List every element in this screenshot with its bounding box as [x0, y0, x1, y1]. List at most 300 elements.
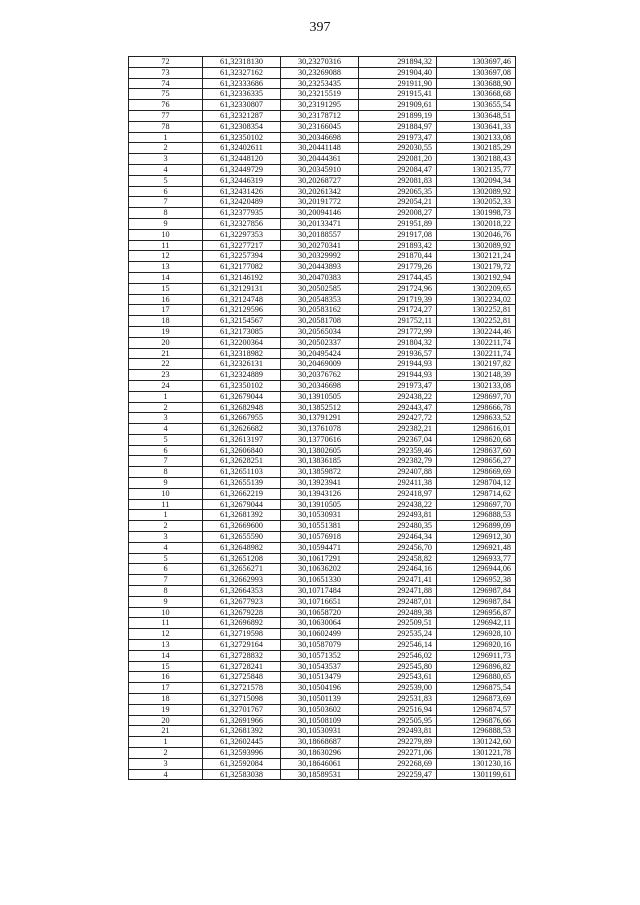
longitude-cell: 30,20443893 — [281, 262, 359, 273]
x-coordinate-cell: 292531,83 — [359, 694, 437, 705]
longitude-cell: 30,20502585 — [281, 283, 359, 294]
point-number-cell: 2 — [129, 748, 203, 759]
table-row — [129, 229, 516, 240]
table-row — [129, 143, 516, 154]
x-coordinate-cell: 292054,21 — [359, 197, 437, 208]
point-number-cell: 3 — [129, 532, 203, 543]
latitude-cell: 61,32318982 — [203, 348, 281, 359]
point-number-cell: 76 — [129, 100, 203, 111]
y-coordinate-cell: 1296942,11 — [437, 618, 516, 629]
longitude-cell: 30,20581708 — [281, 316, 359, 327]
longitude-cell: 30,23270316 — [281, 57, 359, 68]
table-row — [129, 197, 516, 208]
latitude-cell: 61,32177082 — [203, 262, 281, 273]
x-coordinate-cell: 292489,38 — [359, 607, 437, 618]
y-coordinate-cell: 1302192,94 — [437, 272, 516, 283]
table-row — [129, 661, 516, 672]
x-coordinate-cell: 292543,61 — [359, 672, 437, 683]
table-row — [129, 57, 516, 68]
point-number-cell: 6 — [129, 564, 203, 575]
y-coordinate-cell: 1298666,78 — [437, 402, 516, 413]
point-number-cell: 10 — [129, 607, 203, 618]
y-coordinate-cell: 1302094,34 — [437, 175, 516, 186]
longitude-cell: 30,10658720 — [281, 607, 359, 618]
x-coordinate-cell: 292407,88 — [359, 467, 437, 478]
x-coordinate-cell: 292382,79 — [359, 456, 437, 467]
table-row — [129, 337, 516, 348]
longitude-cell: 30,20345910 — [281, 164, 359, 175]
point-number-cell: 20 — [129, 715, 203, 726]
longitude-cell: 30,13836185 — [281, 456, 359, 467]
point-number-cell: 3 — [129, 758, 203, 769]
x-coordinate-cell: 292546,02 — [359, 650, 437, 661]
latitude-cell: 61,32277217 — [203, 240, 281, 251]
point-number-cell: 4 — [129, 164, 203, 175]
longitude-cell: 30,13852512 — [281, 402, 359, 413]
table-row — [129, 488, 516, 499]
table-row — [129, 510, 516, 521]
y-coordinate-cell: 1303697,08 — [437, 67, 516, 78]
longitude-cell: 30,10501139 — [281, 694, 359, 705]
point-number-cell: 74 — [129, 78, 203, 89]
table-row — [129, 154, 516, 165]
latitude-cell: 61,32592084 — [203, 758, 281, 769]
x-coordinate-cell: 292509,51 — [359, 618, 437, 629]
y-coordinate-cell: 1302133,08 — [437, 380, 516, 391]
longitude-cell: 30,10530931 — [281, 726, 359, 737]
longitude-cell: 30,10513479 — [281, 672, 359, 683]
point-number-cell: 1 — [129, 391, 203, 402]
longitude-cell: 30,20376762 — [281, 370, 359, 381]
table-row — [129, 737, 516, 748]
latitude-cell: 61,32146192 — [203, 272, 281, 283]
y-coordinate-cell: 1302148,39 — [437, 370, 516, 381]
table-row — [129, 251, 516, 262]
point-number-cell: 21 — [129, 726, 203, 737]
longitude-cell: 30,10587079 — [281, 640, 359, 651]
latitude-cell: 61,32725848 — [203, 672, 281, 683]
y-coordinate-cell: 1302244,46 — [437, 326, 516, 337]
table-row — [129, 89, 516, 100]
latitude-cell: 61,32593996 — [203, 748, 281, 759]
table-row — [129, 758, 516, 769]
latitude-cell: 61,32677923 — [203, 596, 281, 607]
latitude-cell: 61,32679228 — [203, 607, 281, 618]
x-coordinate-cell: 292545,80 — [359, 661, 437, 672]
longitude-cell: 30,13859872 — [281, 467, 359, 478]
x-coordinate-cell: 292438,22 — [359, 499, 437, 510]
y-coordinate-cell: 1298697,70 — [437, 391, 516, 402]
longitude-cell: 30,10651330 — [281, 575, 359, 586]
table-row — [129, 413, 516, 424]
x-coordinate-cell: 292084,47 — [359, 164, 437, 175]
point-number-cell: 7 — [129, 456, 203, 467]
table-row — [129, 683, 516, 694]
longitude-cell: 30,13910505 — [281, 391, 359, 402]
latitude-cell: 61,32651208 — [203, 553, 281, 564]
point-number-cell: 1 — [129, 510, 203, 521]
table-row — [129, 424, 516, 435]
point-number-cell: 23 — [129, 370, 203, 381]
x-coordinate-cell: 292382,21 — [359, 424, 437, 435]
y-coordinate-cell: 1298669,69 — [437, 467, 516, 478]
longitude-cell: 30,20329992 — [281, 251, 359, 262]
table-row — [129, 218, 516, 229]
latitude-cell: 61,32656271 — [203, 564, 281, 575]
latitude-cell: 61,32318130 — [203, 57, 281, 68]
x-coordinate-cell: 291944,93 — [359, 370, 437, 381]
latitude-cell: 61,32719598 — [203, 629, 281, 640]
latitude-cell: 61,32667955 — [203, 413, 281, 424]
x-coordinate-cell: 291915,41 — [359, 89, 437, 100]
latitude-cell: 61,32333686 — [203, 78, 281, 89]
y-coordinate-cell: 1303648,51 — [437, 110, 516, 121]
table-row — [129, 650, 516, 661]
x-coordinate-cell: 291911,90 — [359, 78, 437, 89]
table-row — [129, 175, 516, 186]
point-number-cell: 10 — [129, 229, 203, 240]
latitude-cell: 61,32173085 — [203, 326, 281, 337]
longitude-cell: 30,10602499 — [281, 629, 359, 640]
y-coordinate-cell: 1302135,77 — [437, 164, 516, 175]
x-coordinate-cell: 292427,72 — [359, 413, 437, 424]
x-coordinate-cell: 291772,99 — [359, 326, 437, 337]
latitude-cell: 61,32321287 — [203, 110, 281, 121]
coordinates-table — [128, 56, 516, 780]
x-coordinate-cell: 292411,38 — [359, 478, 437, 489]
y-coordinate-cell: 1298656,27 — [437, 456, 516, 467]
longitude-cell: 30,10508109 — [281, 715, 359, 726]
y-coordinate-cell: 1303688,90 — [437, 78, 516, 89]
x-coordinate-cell: 291973,47 — [359, 132, 437, 143]
latitude-cell: 61,32200364 — [203, 337, 281, 348]
longitude-cell: 30,23166045 — [281, 121, 359, 132]
point-number-cell: 2 — [129, 521, 203, 532]
y-coordinate-cell: 1302252,81 — [437, 316, 516, 327]
table-row — [129, 305, 516, 316]
x-coordinate-cell: 291951,89 — [359, 218, 437, 229]
longitude-cell: 30,13923941 — [281, 478, 359, 489]
longitude-cell: 30,20346698 — [281, 380, 359, 391]
latitude-cell: 61,32420489 — [203, 197, 281, 208]
x-coordinate-cell: 292418,97 — [359, 488, 437, 499]
x-coordinate-cell: 291973,47 — [359, 380, 437, 391]
point-number-cell: 9 — [129, 478, 203, 489]
latitude-cell: 61,32648982 — [203, 542, 281, 553]
x-coordinate-cell: 292443,47 — [359, 402, 437, 413]
point-number-cell: 7 — [129, 575, 203, 586]
longitude-cell: 30,20583162 — [281, 305, 359, 316]
y-coordinate-cell: 1302089,92 — [437, 186, 516, 197]
point-number-cell: 8 — [129, 208, 203, 219]
latitude-cell: 61,32402611 — [203, 143, 281, 154]
x-coordinate-cell: 292487,01 — [359, 596, 437, 607]
table-row — [129, 499, 516, 510]
point-number-cell: 16 — [129, 294, 203, 305]
longitude-cell: 30,23253435 — [281, 78, 359, 89]
latitude-cell: 61,32327856 — [203, 218, 281, 229]
table-row — [129, 370, 516, 381]
latitude-cell: 61,32696892 — [203, 618, 281, 629]
table-row — [129, 640, 516, 651]
point-number-cell: 78 — [129, 121, 203, 132]
y-coordinate-cell: 1302046,76 — [437, 229, 516, 240]
table-row — [129, 391, 516, 402]
x-coordinate-cell: 292493,81 — [359, 726, 437, 737]
x-coordinate-cell: 292030,55 — [359, 143, 437, 154]
latitude-cell: 61,32651103 — [203, 467, 281, 478]
latitude-cell: 61,32626682 — [203, 424, 281, 435]
point-number-cell: 18 — [129, 316, 203, 327]
longitude-cell: 30,10630064 — [281, 618, 359, 629]
longitude-cell: 30,20270341 — [281, 240, 359, 251]
y-coordinate-cell: 1296933,77 — [437, 553, 516, 564]
point-number-cell: 6 — [129, 186, 203, 197]
y-coordinate-cell: 1302197,82 — [437, 359, 516, 370]
point-number-cell: 13 — [129, 640, 203, 651]
latitude-cell: 61,32446319 — [203, 175, 281, 186]
table-row — [129, 240, 516, 251]
longitude-cell: 30,20261342 — [281, 186, 359, 197]
longitude-cell: 30,20441148 — [281, 143, 359, 154]
point-number-cell: 24 — [129, 380, 203, 391]
x-coordinate-cell: 292505,95 — [359, 715, 437, 726]
table-row — [129, 100, 516, 111]
x-coordinate-cell: 291870,44 — [359, 251, 437, 262]
latitude-cell: 61,32257394 — [203, 251, 281, 262]
latitude-cell: 61,32350102 — [203, 132, 281, 143]
latitude-cell: 61,32377935 — [203, 208, 281, 219]
latitude-cell: 61,32679044 — [203, 391, 281, 402]
y-coordinate-cell: 1296912,30 — [437, 532, 516, 543]
longitude-cell: 30,10503602 — [281, 704, 359, 715]
table-row — [129, 596, 516, 607]
y-coordinate-cell: 1302185,29 — [437, 143, 516, 154]
table-row — [129, 272, 516, 283]
y-coordinate-cell: 1296896,82 — [437, 661, 516, 672]
x-coordinate-cell: 291744,45 — [359, 272, 437, 283]
y-coordinate-cell: 1296952,38 — [437, 575, 516, 586]
longitude-cell: 30,20346698 — [281, 132, 359, 143]
y-coordinate-cell: 1301998,73 — [437, 208, 516, 219]
y-coordinate-cell: 1296888,53 — [437, 510, 516, 521]
table-row — [129, 434, 516, 445]
latitude-cell: 61,32124748 — [203, 294, 281, 305]
x-coordinate-cell: 292471,88 — [359, 586, 437, 597]
longitude-cell: 30,10530931 — [281, 510, 359, 521]
x-coordinate-cell: 292268,69 — [359, 758, 437, 769]
x-coordinate-cell: 291944,93 — [359, 359, 437, 370]
longitude-cell: 30,10716651 — [281, 596, 359, 607]
longitude-cell: 30,20565034 — [281, 326, 359, 337]
y-coordinate-cell: 1296911,73 — [437, 650, 516, 661]
x-coordinate-cell: 292535,24 — [359, 629, 437, 640]
longitude-cell: 30,10576918 — [281, 532, 359, 543]
latitude-cell: 61,32682948 — [203, 402, 281, 413]
latitude-cell: 61,32350102 — [203, 380, 281, 391]
point-number-cell: 2 — [129, 402, 203, 413]
x-coordinate-cell: 292546,14 — [359, 640, 437, 651]
y-coordinate-cell: 1302089,92 — [437, 240, 516, 251]
x-coordinate-cell: 291936,57 — [359, 348, 437, 359]
coordinates-table-body — [129, 57, 516, 780]
longitude-cell: 30,13761078 — [281, 424, 359, 435]
longitude-cell: 30,20469009 — [281, 359, 359, 370]
table-row — [129, 726, 516, 737]
table-row — [129, 564, 516, 575]
x-coordinate-cell: 292456,70 — [359, 542, 437, 553]
latitude-cell: 61,32449729 — [203, 164, 281, 175]
y-coordinate-cell: 1302209,65 — [437, 283, 516, 294]
x-coordinate-cell: 292081,83 — [359, 175, 437, 186]
longitude-cell: 30,23269088 — [281, 67, 359, 78]
latitude-cell: 61,32729164 — [203, 640, 281, 651]
y-coordinate-cell: 1296921,48 — [437, 542, 516, 553]
table-row — [129, 67, 516, 78]
latitude-cell: 61,32728832 — [203, 650, 281, 661]
x-coordinate-cell: 292008,27 — [359, 208, 437, 219]
point-number-cell: 3 — [129, 413, 203, 424]
x-coordinate-cell: 291779,26 — [359, 262, 437, 273]
table-row — [129, 359, 516, 370]
table-row — [129, 532, 516, 543]
y-coordinate-cell: 1303655,54 — [437, 100, 516, 111]
longitude-cell: 30,20268727 — [281, 175, 359, 186]
table-row — [129, 553, 516, 564]
point-number-cell: 17 — [129, 683, 203, 694]
point-number-cell: 4 — [129, 542, 203, 553]
point-number-cell: 77 — [129, 110, 203, 121]
longitude-cell: 30,13770616 — [281, 434, 359, 445]
point-number-cell: 15 — [129, 283, 203, 294]
x-coordinate-cell: 291752,11 — [359, 316, 437, 327]
latitude-cell: 61,32327162 — [203, 67, 281, 78]
y-coordinate-cell: 1298620,68 — [437, 434, 516, 445]
point-number-cell: 8 — [129, 467, 203, 478]
point-number-cell: 73 — [129, 67, 203, 78]
latitude-cell: 61,32681392 — [203, 726, 281, 737]
point-number-cell: 9 — [129, 596, 203, 607]
table-row — [129, 769, 516, 780]
latitude-cell: 61,32129596 — [203, 305, 281, 316]
point-number-cell: 14 — [129, 650, 203, 661]
point-number-cell: 7 — [129, 197, 203, 208]
point-number-cell: 3 — [129, 154, 203, 165]
table-row — [129, 283, 516, 294]
table-row — [129, 704, 516, 715]
x-coordinate-cell: 292259,47 — [359, 769, 437, 780]
x-coordinate-cell: 291719,39 — [359, 294, 437, 305]
point-number-cell: 4 — [129, 769, 203, 780]
y-coordinate-cell: 1302052,33 — [437, 197, 516, 208]
x-coordinate-cell: 291893,42 — [359, 240, 437, 251]
y-coordinate-cell: 1302188,43 — [437, 154, 516, 165]
table-row — [129, 121, 516, 132]
y-coordinate-cell: 1302018,22 — [437, 218, 516, 229]
table-row — [129, 629, 516, 640]
y-coordinate-cell: 1296899,09 — [437, 521, 516, 532]
point-number-cell: 9 — [129, 218, 203, 229]
longitude-cell: 30,20191772 — [281, 197, 359, 208]
table-row — [129, 132, 516, 143]
y-coordinate-cell: 1302211,74 — [437, 348, 516, 359]
longitude-cell: 30,10571352 — [281, 650, 359, 661]
table-row — [129, 586, 516, 597]
table-row — [129, 208, 516, 219]
latitude-cell: 61,32728241 — [203, 661, 281, 672]
point-number-cell: 15 — [129, 661, 203, 672]
longitude-cell: 30,10551381 — [281, 521, 359, 532]
longitude-cell: 30,23215519 — [281, 89, 359, 100]
latitude-cell: 61,32448120 — [203, 154, 281, 165]
latitude-cell: 61,32691966 — [203, 715, 281, 726]
point-number-cell: 12 — [129, 251, 203, 262]
point-number-cell: 6 — [129, 445, 203, 456]
y-coordinate-cell: 1302179,72 — [437, 262, 516, 273]
y-coordinate-cell: 1296987,84 — [437, 596, 516, 607]
latitude-cell: 61,32662219 — [203, 488, 281, 499]
table-row — [129, 294, 516, 305]
point-number-cell: 11 — [129, 499, 203, 510]
longitude-cell: 30,18589531 — [281, 769, 359, 780]
x-coordinate-cell: 292367,04 — [359, 434, 437, 445]
y-coordinate-cell: 1303668,68 — [437, 89, 516, 100]
x-coordinate-cell: 291884,97 — [359, 121, 437, 132]
point-number-cell: 8 — [129, 586, 203, 597]
latitude-cell: 61,32655590 — [203, 532, 281, 543]
longitude-cell: 30,23178712 — [281, 110, 359, 121]
table-row — [129, 380, 516, 391]
point-number-cell: 14 — [129, 272, 203, 283]
longitude-cell: 30,13943126 — [281, 488, 359, 499]
x-coordinate-cell: 291909,61 — [359, 100, 437, 111]
latitude-cell: 61,32606840 — [203, 445, 281, 456]
point-number-cell: 16 — [129, 672, 203, 683]
table-row — [129, 478, 516, 489]
point-number-cell: 18 — [129, 694, 203, 705]
x-coordinate-cell: 292359,46 — [359, 445, 437, 456]
y-coordinate-cell: 1296876,66 — [437, 715, 516, 726]
x-coordinate-cell: 291804,32 — [359, 337, 437, 348]
latitude-cell: 61,32583038 — [203, 769, 281, 780]
point-number-cell: 13 — [129, 262, 203, 273]
page-number: 397 — [309, 20, 331, 35]
longitude-cell: 30,10636202 — [281, 564, 359, 575]
longitude-cell: 30,10617291 — [281, 553, 359, 564]
latitude-cell: 61,32336335 — [203, 89, 281, 100]
x-coordinate-cell: 291894,32 — [359, 57, 437, 68]
y-coordinate-cell: 1296956,87 — [437, 607, 516, 618]
longitude-cell: 30,18646061 — [281, 758, 359, 769]
point-number-cell: 11 — [129, 240, 203, 251]
x-coordinate-cell: 292438,22 — [359, 391, 437, 402]
x-coordinate-cell: 291904,40 — [359, 67, 437, 78]
y-coordinate-cell: 1298637,60 — [437, 445, 516, 456]
x-coordinate-cell: 292539,00 — [359, 683, 437, 694]
latitude-cell: 61,32664353 — [203, 586, 281, 597]
table-row — [129, 402, 516, 413]
y-coordinate-cell: 1302121,24 — [437, 251, 516, 262]
table-row — [129, 607, 516, 618]
x-coordinate-cell: 292493,81 — [359, 510, 437, 521]
latitude-cell: 61,32681392 — [203, 510, 281, 521]
x-coordinate-cell: 292480,35 — [359, 521, 437, 532]
y-coordinate-cell: 1302252,81 — [437, 305, 516, 316]
latitude-cell: 61,32655139 — [203, 478, 281, 489]
point-number-cell: 5 — [129, 434, 203, 445]
latitude-cell: 61,32330807 — [203, 100, 281, 111]
table-row — [129, 316, 516, 327]
